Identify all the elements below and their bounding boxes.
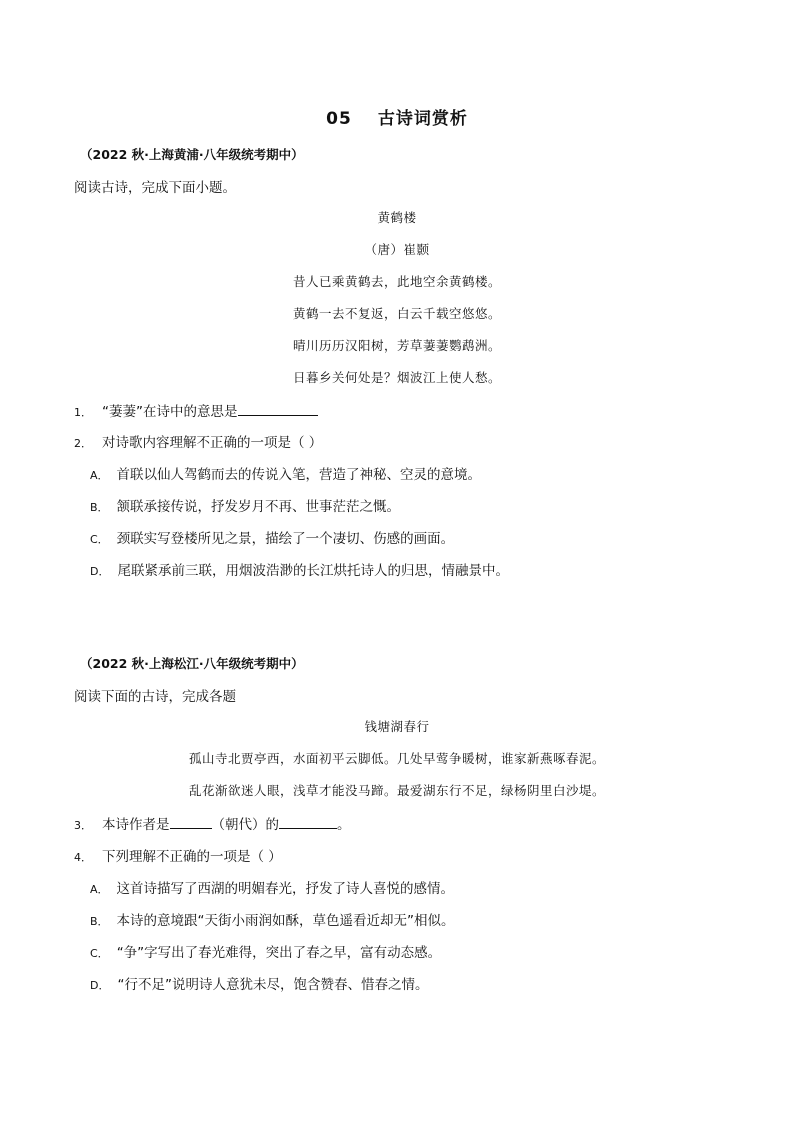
poem2-title: 钱塘湖春行 [364, 719, 430, 734]
option-label: D． [90, 565, 110, 578]
option-a[interactable] [90, 463, 481, 483]
option-label: A． [90, 469, 109, 482]
title-text: 古诗词赏析 [377, 109, 468, 129]
answer-blank[interactable] [279, 816, 337, 829]
poem1-line: 晴川历历汉阳树，芳草萋萋鹦鹉洲。 [292, 338, 501, 353]
option-text: 本诗的意境跟“天街小雨润如酥，草色遥看近却无”相似。 [116, 913, 455, 929]
section2-source: （2022 秋·上海松江·八年级统考期中） [80, 656, 304, 671]
option-c[interactable] [90, 941, 441, 961]
option-text: 颈联实写登楼所见之景，描绘了一个凄切、伤感的画面。 [116, 531, 455, 547]
option-label: B． [90, 501, 109, 514]
option-label: C． [90, 947, 109, 960]
question-4 [74, 845, 282, 865]
poem1-line: 黄鹤一去不复返，白云千载空悠悠。 [292, 306, 501, 321]
section2-instruction: 阅读下面的古诗，完成各题 [74, 689, 236, 705]
answer-blank[interactable] [170, 816, 212, 829]
question-number: 3． [74, 819, 92, 832]
question-text: 。 [337, 817, 351, 833]
poem1-author: （唐）崔颢 [364, 242, 430, 257]
option-text: 这首诗描写了西湖的明媚春光，抒发了诗人喜悦的感情。 [116, 881, 455, 897]
page-title [0, 104, 794, 129]
poem1-line: 日暮乡关何处是？烟波江上使人愁。 [292, 370, 501, 385]
option-label: A． [90, 883, 109, 896]
option-text: 尾联紧承前三联，用烟波浩渺的长江烘托诗人的归思，情融景中。 [117, 563, 509, 579]
question-text: “萋萋”在诗中的意思是 [102, 404, 238, 420]
option-label: D． [90, 979, 110, 992]
answer-blank[interactable] [238, 403, 318, 416]
option-text: “争”字写出了春光难得，突出了春之早，富有动态感。 [116, 945, 442, 961]
question-text: （朝代）的 [211, 817, 279, 833]
question-number: 4． [74, 851, 92, 864]
option-a[interactable] [90, 877, 454, 897]
question-text: 下列理解不正确的一项是（ ） [102, 849, 282, 865]
title-number: 05 [326, 109, 352, 129]
poem1-title: 黄鹤楼 [377, 210, 417, 225]
option-text: 首联以仙人驾鹤而去的传说入笔，营造了神秘、空灵的意境。 [116, 467, 482, 483]
question-text: 本诗作者是 [102, 817, 170, 833]
option-text: 颔联承接传说，抒发岁月不再、世事茫茫之慨。 [116, 499, 401, 515]
option-label: B． [90, 915, 109, 928]
poem2-line: 孤山寺北贾亭西，水面初平云脚低。几处早莺争暖树，谁家新燕啄春泥。 [188, 751, 605, 766]
question-text: 对诗歌内容理解不正确的一项是（ ） [102, 435, 323, 451]
option-label: C． [90, 533, 109, 546]
question-number: 1． [74, 406, 92, 419]
option-d[interactable] [90, 973, 428, 993]
option-b[interactable] [90, 495, 400, 515]
option-text: “行不足”说明诗人意犹未尽，饱含赞春、惜春之情。 [117, 977, 429, 993]
question-3 [74, 813, 351, 833]
option-c[interactable] [90, 527, 454, 547]
question-1 [74, 400, 318, 420]
option-d[interactable] [90, 559, 509, 579]
poem2-line: 乱花渐欲迷人眼，浅草才能没马蹄。最爱湖东行不足，绿杨阴里白沙堤。 [188, 783, 605, 798]
poem1-line: 昔人已乘黄鹤去，此地空余黄鹤楼。 [292, 274, 501, 289]
option-b[interactable] [90, 909, 455, 929]
section1-instruction: 阅读古诗，完成下面小题。 [74, 180, 236, 196]
question-number: 2． [74, 437, 92, 450]
question-2 [74, 431, 322, 451]
section1-source: （2022 秋·上海黄浦·八年级统考期中） [80, 147, 304, 162]
